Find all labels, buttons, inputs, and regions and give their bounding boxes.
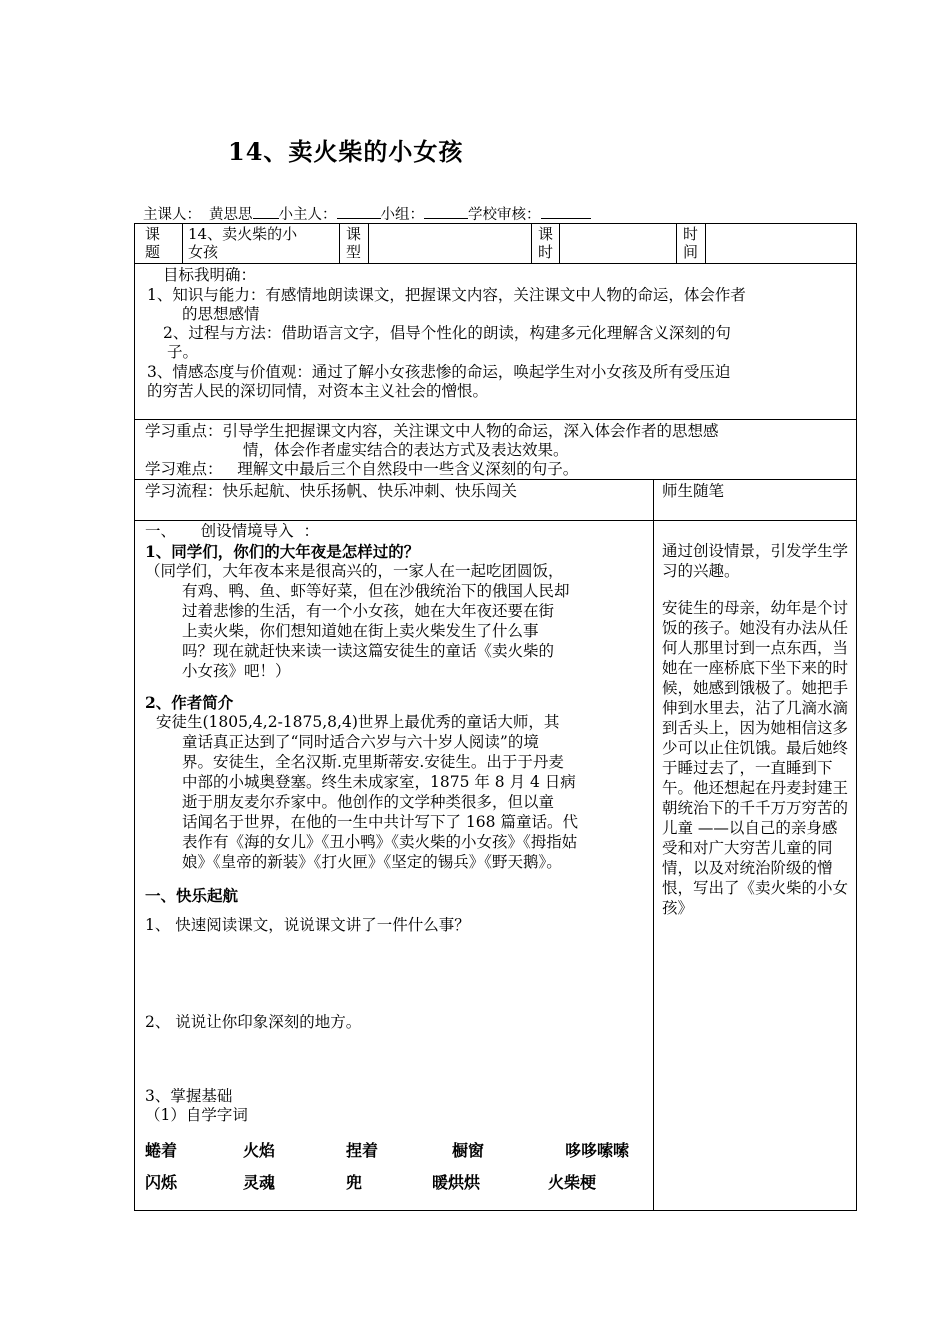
intro-para: 过着悲惨的生活，有一个小女孩，她在大年夜还要在街 (182, 602, 555, 620)
author-para: 中部的小城奥登塞。终生未成家室，1875 年 8 月 4 日病 (182, 773, 576, 791)
lesson-label: 课 题 (145, 225, 161, 261)
notes-label: 师生随笔 (662, 482, 725, 500)
vocab-word: 橱窗 (452, 1141, 485, 1160)
col-divider (676, 223, 677, 263)
teacher-label: 主课人： (143, 207, 201, 223)
vocab-word: 哆哆嗦嗦 (565, 1141, 630, 1160)
vocab-word: 闪烁 (145, 1173, 178, 1192)
lesson-meta (143, 203, 591, 224)
intro-para: 有鸡、鸭、鱼、虾等好菜，但在沙俄统治下的俄国人民却 (182, 582, 570, 600)
goal-process: 2、过程与方法：借助语言文字，倡导个性化的朗读，构建多元化理解含义深刻的句 (163, 324, 731, 342)
vocab-word: 灵魂 (243, 1173, 276, 1192)
teacher-blank (253, 206, 279, 219)
col-divider (368, 223, 369, 263)
author-para: 逝于朋友麦尔乔家中。他创作的文学种类很多，但以童 (182, 793, 555, 811)
intro-para: （同学们，大年夜本来是很高兴的，一家人在一起吃团圆饭， (145, 562, 564, 580)
focus-key-cont: 情，体会作者虚实结合的表达方式及表达效果。 (243, 441, 569, 459)
goal-process-cont: 子。 (167, 343, 199, 361)
vocab-word: 暖烘烘 (432, 1173, 481, 1192)
intro-para: 吗？现在就赶快来读一读这篇安徒生的童话《卖火柴的 (182, 642, 555, 660)
col-divider (531, 223, 532, 263)
type-label: 课 型 (346, 225, 362, 261)
group-label: 小组： (380, 207, 424, 223)
page-title: 14、卖火柴的小女孩 (228, 137, 464, 166)
vocab-word: 火柴梗 (548, 1173, 597, 1192)
note-interest: 通过创设情景，引发学生学习的兴趣。 (662, 542, 849, 580)
review-blank (541, 206, 591, 219)
col-divider (705, 223, 706, 263)
col-divider (182, 223, 183, 263)
goal-knowledge-cont: 的思想感情 (182, 305, 260, 323)
row-divider (134, 479, 856, 480)
goal-knowledge: 1、知识与能力：有感情地朗读课文，把握课文内容，关注课文中人物的命运，体会作者 (147, 286, 746, 304)
task-read: 1、 快速阅读课文，说说课文讲了一件什么事？ (145, 916, 470, 934)
task-impression: 2、 说说让你印象深刻的地方。 (145, 1013, 362, 1031)
author-heading: 2、作者简介 (145, 693, 234, 712)
author-para: 表作有《海的女儿》《丑小鸭》《卖火柴的小女孩》《拇指姑 (182, 833, 578, 851)
teacher-name: 黄思思 (209, 207, 253, 223)
col-divider (559, 223, 560, 263)
focus-key: 学习重点：引导学生把握课文内容，关注课文中人物的命运，深入体会作者的思想感 (145, 422, 719, 440)
intro-para: 上卖火柴，你们想知道她在街上卖火柴发生了什么事 (182, 622, 539, 640)
section-intro: 一、 创设情境导入 ： (145, 522, 319, 540)
task-vocab: （1）自学字词 (145, 1106, 248, 1124)
row-divider (134, 520, 856, 521)
focus-difficulty: 学习难点： 理解文中最后三个自然段中一些含义深刻的句子。 (145, 460, 579, 478)
question-newyear: 1、同学们，你们的大年夜是怎样过的？ (145, 542, 420, 561)
host-label: 小主人： (278, 207, 337, 223)
time-label: 时 间 (683, 225, 699, 261)
vocab-word: 蜷着 (145, 1141, 178, 1160)
task-basics: 3、掌握基础 (145, 1087, 233, 1105)
note-background: 安徒生的母亲，幼年是个讨饭的孩子。她没有办法从任何人那里讨到一点东西，当她在一座桥底下坐下来的时候，她感到饿极了。她把手伸到水里去，沾了几滴水滴到舌头上，因为她相信这多少可以止住饥饿。最后她终于睡过去了，一直睡到下午。他还想起在丹麦封建王朝统治下的千千万万穷苦的儿童 ——以自己的亲身感受和对广大穷苦儿童的同情，以及对统治阶级的憎恨，写出了《卖火柴的小女孩》 (662, 599, 849, 917)
author-para: 界。安徒生，全名汉斯.克里斯蒂安.安徒生。出于于丹麦 (182, 753, 564, 771)
goal-emotion: 3、情感态度与价值观：通过了解小女孩悲惨的命运，唤起学生对小女孩及所有受压迫 (147, 363, 731, 381)
author-para: 娘》《皇帝的新装》《打火匣》《坚定的锡兵》《野天鹅》。 (182, 853, 562, 871)
vocab-word: 火焰 (243, 1141, 276, 1160)
host-blank (337, 206, 381, 219)
author-para: 话闻名于世界，在他的一生中共计写下了 168 篇童话。代 (182, 813, 578, 831)
goal-emotion-cont: 的穷苦人民的深切同情，对资本主义社会的憎恨。 (147, 382, 489, 400)
notes-divider (653, 479, 654, 1210)
row-divider (134, 263, 856, 264)
row-divider (134, 419, 856, 420)
section-set-sail: 一、快乐起航 (145, 886, 239, 905)
goals-heading: 目标我明确： (163, 266, 257, 284)
lesson-value: 14、卖火柴的小 女孩 (188, 225, 298, 261)
vocab-word: 捏着 (346, 1141, 379, 1160)
author-para: 安徒生(1805,4,2-1875,8,4)世界上最优秀的童话大师，其 (156, 713, 560, 731)
vocab-word: 兜 (346, 1173, 363, 1192)
intro-para: 小女孩》吧！） (182, 662, 291, 680)
col-divider (339, 223, 340, 263)
group-blank (424, 206, 468, 219)
flow-label: 学习流程：快乐起航、快乐扬帆、快乐冲刺、快乐闯关 (145, 482, 518, 500)
hours-label: 课 时 (538, 225, 554, 261)
review-label: 学校审核： (468, 207, 541, 223)
author-para: 童话真正达到了“同时适合六岁与六十岁人阅读”的境 (182, 733, 539, 751)
